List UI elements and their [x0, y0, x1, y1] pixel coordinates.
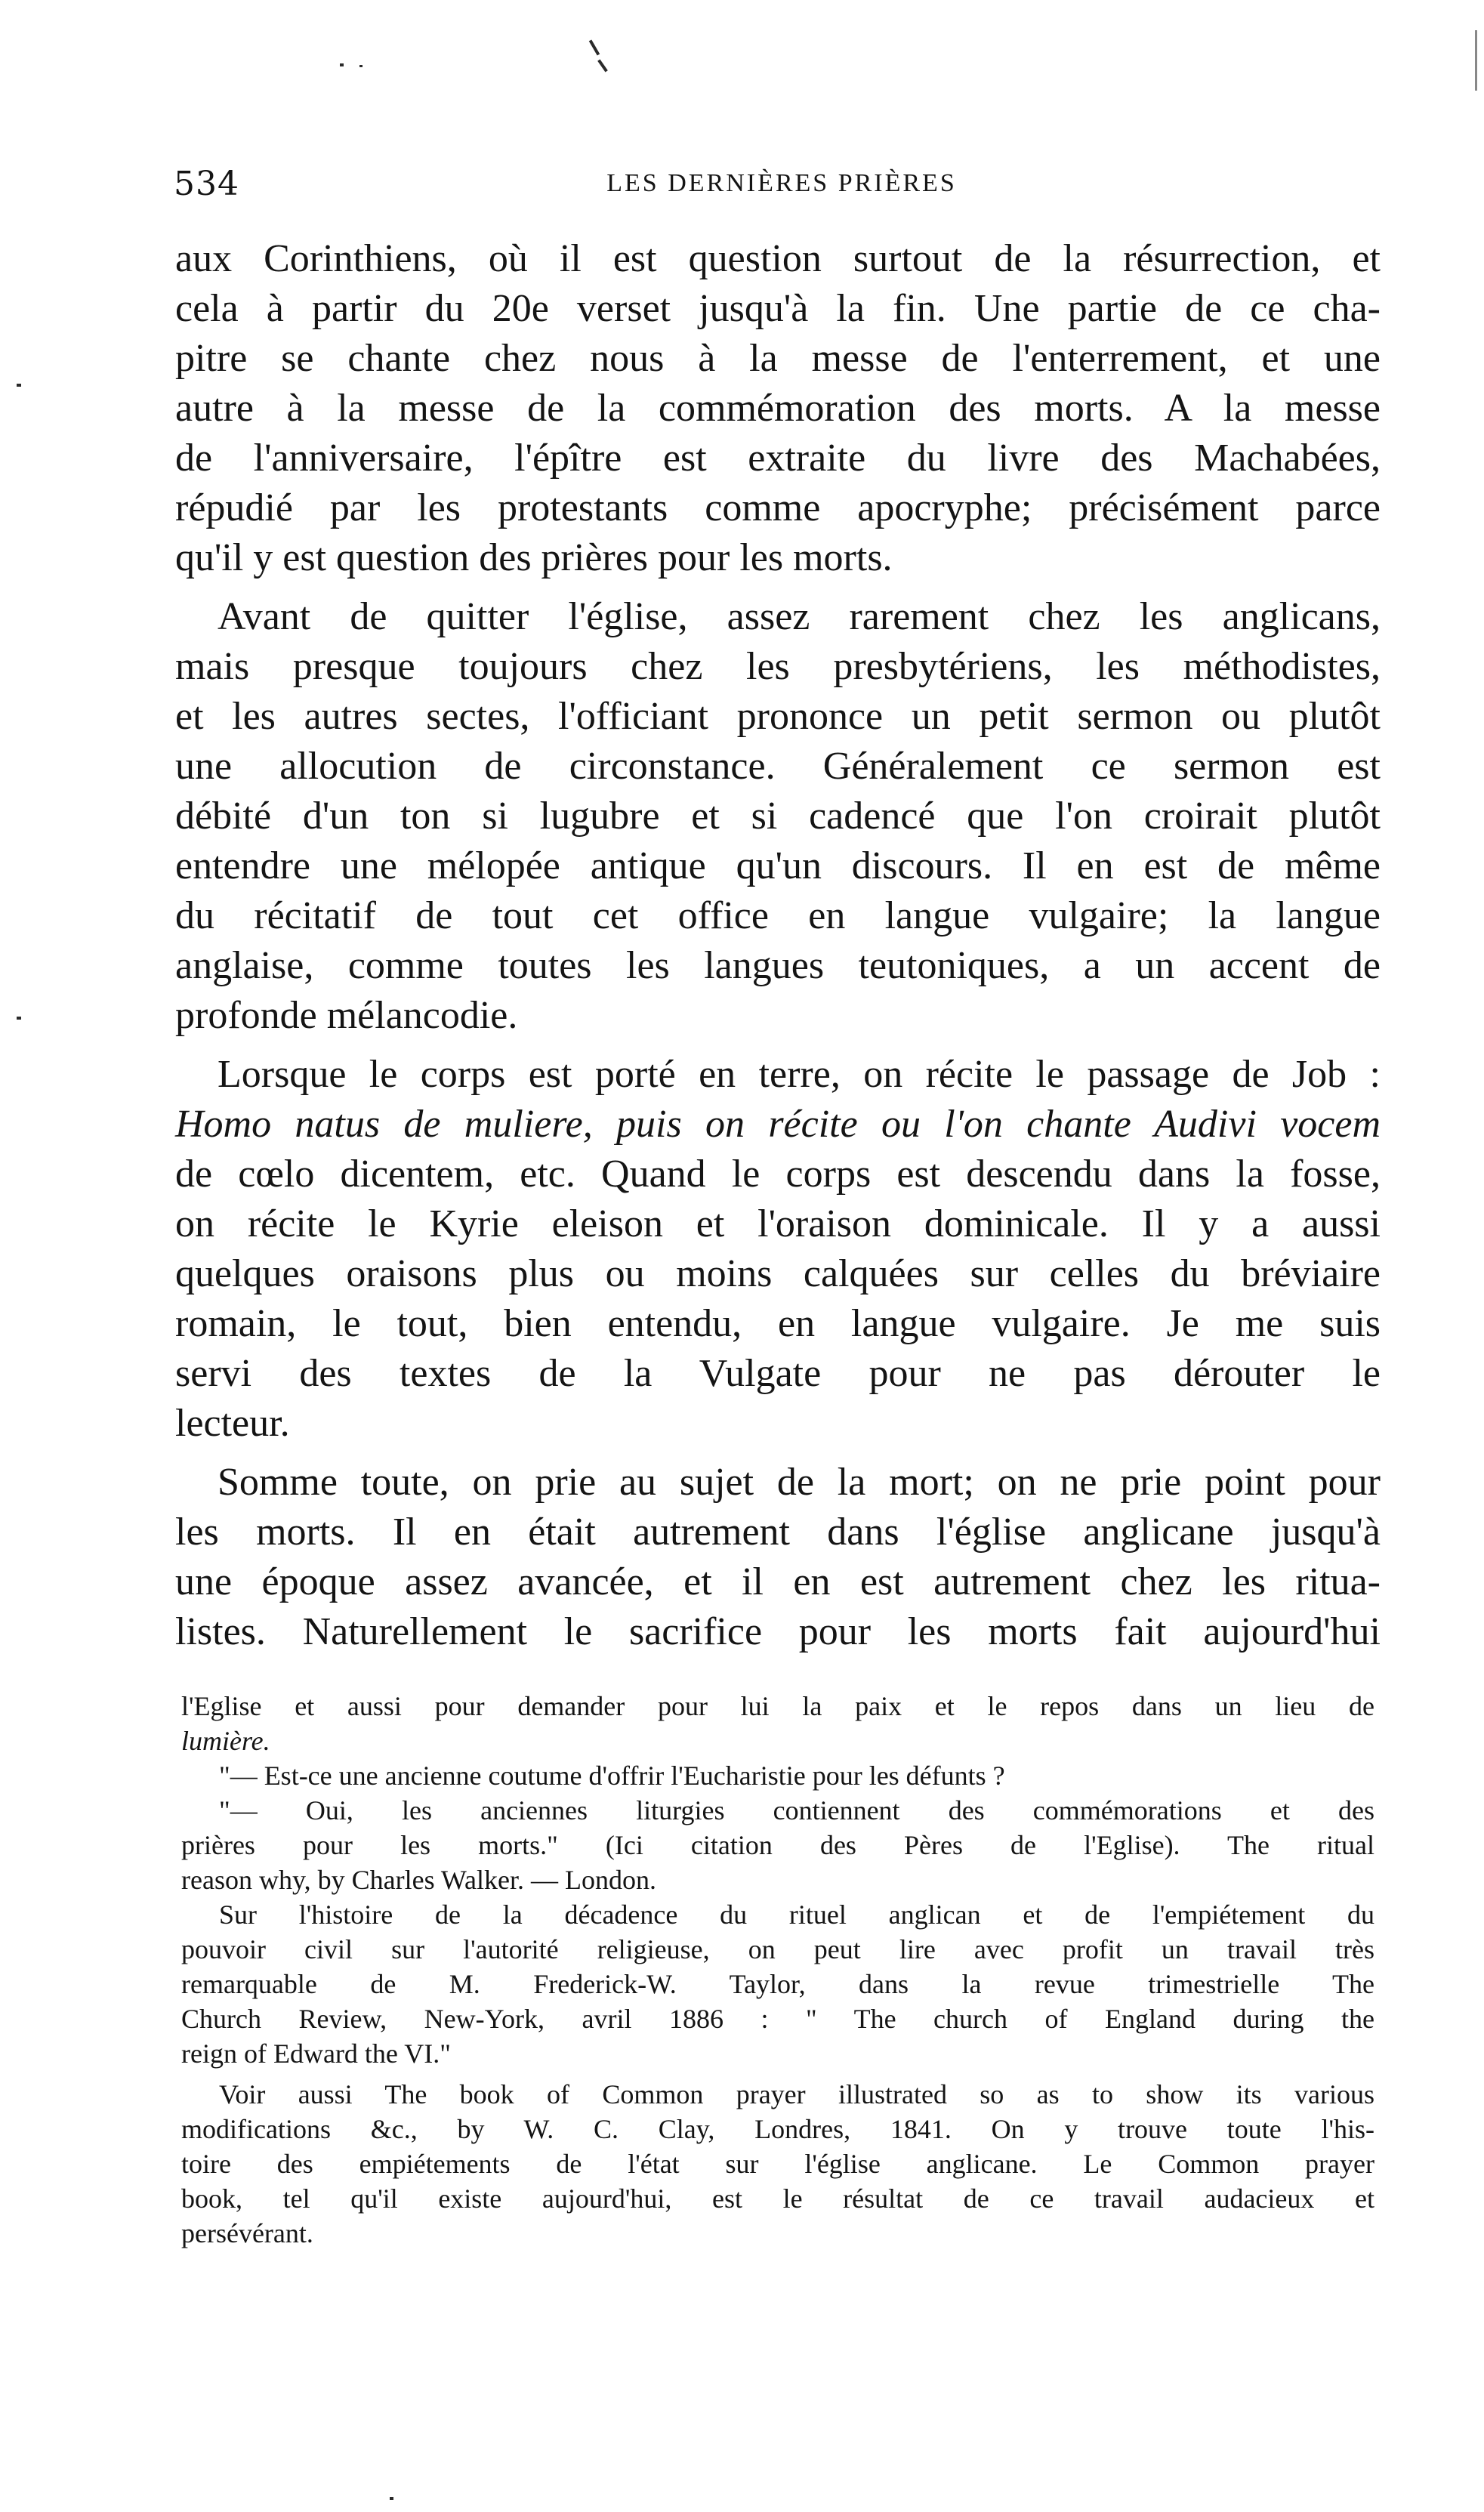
note-line: Church Review, New-York, avril 1886 : " The church of England during the	[181, 2004, 1374, 2034]
text-line: quelques oraisons plus ou moins calquées sur celles du bréviaire	[175, 1252, 1381, 1295]
footnote-1	[181, 1689, 1374, 1758]
footnotes	[181, 1689, 1374, 2251]
note-line: Voir aussi The book of Common prayer illustrated so as to show its various	[219, 2079, 1374, 2109]
note-line: lumière.	[181, 1726, 270, 1756]
text-line: cela à partir du 20e verset jusqu'à la fin. Une partie de ce cha-	[175, 287, 1381, 330]
text-line: les morts. Il en était autrement dans l'église anglicane jusqu'à	[175, 1511, 1381, 1554]
text-line: servi des textes de la Vulgate pour ne pas dérouter le	[175, 1352, 1381, 1395]
scan-speck	[340, 63, 344, 66]
note-line: Sur l'histoire de la décadence du rituel anglican et de l'empiétement du	[219, 1899, 1374, 1930]
note-line: "— Est-ce une ancienne coutume d'offrir l'Eucharistie pour les défunts ?	[219, 1761, 1005, 1791]
note-line: modifications &c., by W. C. Clay, Londres, 1841. On y trouve toute l'his-	[181, 2114, 1374, 2144]
text-line: de l'anniversaire, l'épître est extraite du livre des Machabées,	[175, 437, 1381, 480]
note-line: remarquable de M. Frederick-W. Taylor, dans la revue trimestrielle The	[181, 1969, 1374, 1999]
note-line: persévérant.	[181, 2218, 313, 2248]
text-line: répudié par les protestants comme apocryphe; précisément parce	[175, 486, 1381, 529]
text-line: on récite le Kyrie eleison et l'oraison dominicale. Il y a aussi	[175, 1202, 1381, 1245]
paragraph-4	[175, 1458, 1381, 1657]
note-line: book, tel qu'il existe aujourd'hui, est le résultat de ce travail audacieux et	[181, 2183, 1374, 2214]
footnote-4	[181, 1897, 1374, 2071]
text-line: anglaise, comme toutes les langues teutoniques, a un accent de	[175, 944, 1381, 987]
note-line: "— Oui, les anciennes liturgies contiennent des commémorations et des	[219, 1795, 1374, 1825]
paragraph-3	[175, 1050, 1381, 1449]
page-number: 534	[174, 165, 239, 203]
text-line: profonde mélancodie.	[175, 994, 518, 1037]
text-line: lecteur.	[175, 1402, 290, 1445]
scan-speck	[1475, 30, 1477, 91]
text-line: Lorsque le corps est porté en terre, on récite le passage de Job :	[218, 1053, 1381, 1096]
text-line: autre à la messe de la commémoration des morts. A la messe	[175, 387, 1381, 430]
text-line: pitre se chante chez nous à la messe de l'enterrement, et une	[175, 337, 1381, 380]
text-line: une allocution de circonstance. Généralement ce sermon est	[175, 745, 1381, 788]
text-line: du récitatif de tout cet office en langue vulgaire; la langue	[175, 894, 1381, 937]
text-line: Avant de quitter l'église, assez rarement chez les anglicans,	[218, 595, 1381, 638]
note-line: prières pour les morts." (Ici citation des Pères de l'Eglise). The ritual	[181, 1830, 1374, 1860]
running-title: LES DERNIÈRES PRIÈRES	[606, 169, 957, 197]
running-header	[174, 165, 1390, 210]
note-line: reason why, by Charles Walker. — London.	[181, 1865, 656, 1895]
paragraph-2	[175, 592, 1381, 1041]
scan-speck	[597, 59, 608, 72]
text-line: mais presque toujours chez les presbytériens, les méthodistes,	[175, 645, 1381, 688]
footnote-5	[181, 2077, 1374, 2251]
scan-speck	[589, 39, 600, 55]
text-line: romain, le tout, bien entendu, en langue vulgaire. Je me suis	[175, 1302, 1381, 1345]
note-line: toire des empiétements de l'état sur l'église anglicane. Le Common prayer	[181, 2149, 1374, 2179]
text-line: qu'il y est question des prières pour les morts.	[175, 536, 893, 579]
text-line: débité d'un ton si lugubre et si cadencé que l'on croirait plutôt	[175, 795, 1381, 838]
text-line: listes. Naturellement le sacrifice pour les morts fait aujourd'hui	[175, 1610, 1381, 1653]
scan-speck	[390, 2497, 393, 2500]
text-line: de cœlo dicentem, etc. Quand le corps est descendu dans la fosse,	[175, 1153, 1381, 1196]
footnote-2	[181, 1758, 1374, 1793]
main-text	[175, 234, 1381, 1657]
footnote-3	[181, 1793, 1374, 1897]
note-line: l'Eglise et aussi pour demander pour lui la paix et le repos dans un lieu de	[181, 1691, 1374, 1721]
scan-speck	[17, 384, 21, 387]
paragraph-1	[175, 234, 1381, 583]
text-line: une époque assez avancée, et il en est autrement chez les ritua-	[175, 1560, 1381, 1603]
note-line: pouvoir civil sur l'autorité religieuse, on peut lire avec profit un travail très	[181, 1934, 1374, 1964]
text-line: aux Corinthiens, où il est question surtout de la résurrection, et	[175, 237, 1381, 280]
text-line: entendre une mélopée antique qu'un discours. Il en est de même	[175, 844, 1381, 887]
text-line: Somme toute, on prie au sujet de la mort; on ne prie point pour	[218, 1461, 1381, 1504]
scan-speck	[359, 65, 363, 67]
note-line: reign of Edward the VI."	[181, 2038, 451, 2069]
scan-speck	[17, 1017, 21, 1020]
text-line: et les autres sectes, l'officiant prononce un petit sermon ou plutôt	[175, 695, 1381, 738]
text-line: Homo natus de muliere, puis on récite ou l'on chante Audivi vocem	[175, 1103, 1381, 1146]
